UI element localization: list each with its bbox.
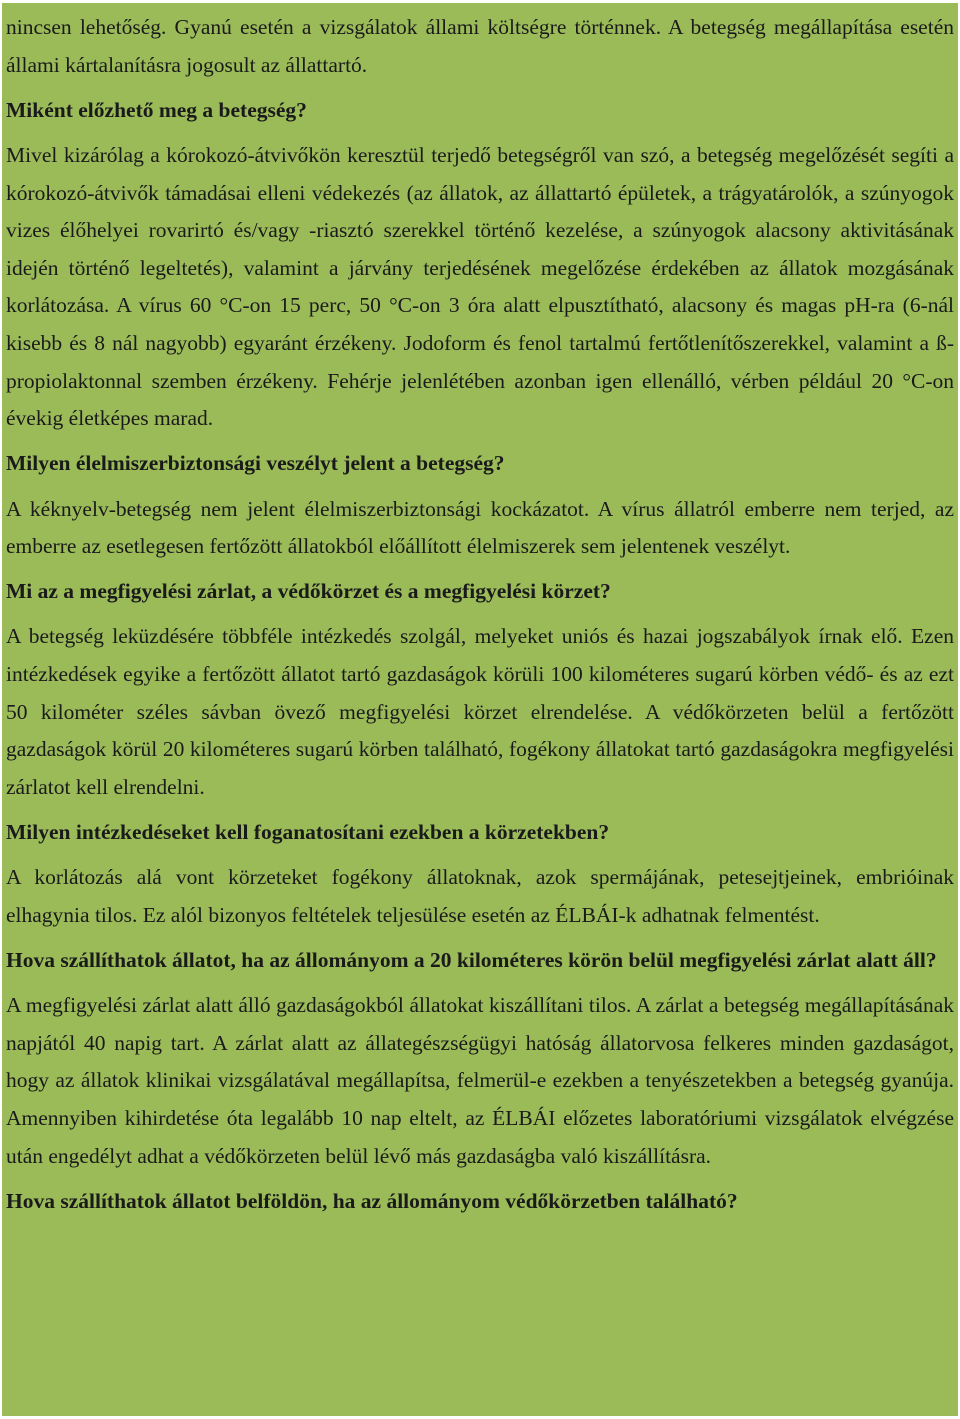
heading-prevention: Miként előzhető meg a betegség? — [6, 97, 307, 122]
paragraph-intro: nincsen lehetőség. Gyanú esetén a vizsgálatok állami költségre történnek. A betegség megállapítása esetén állami kártalanításra jogosult az állattartó. — [6, 15, 954, 77]
heading-food-safety: Milyen élelmiszerbiztonsági veszélyt jelent a betegség? — [6, 451, 505, 476]
document-page — [2, 3, 958, 1416]
heading-measures: Milyen intézkedéseket kell foganatosítani ezekben a körzetekben? — [6, 820, 610, 845]
paragraph-food-safety: A kéknyelv-betegség nem jelent élelmiszerbiztonsági kockázatot. A vírus állatról emberre nem terjed, az emberre az esetlegesen fertőzött állatokból előállított élelmiszerek sem jelentenek veszélyt. — [6, 496, 954, 559]
heading-transport-domestic: Hova szállíthatok állatot belföldön, ha az állományom védőkörzetben található? — [6, 1188, 738, 1213]
paragraph-measures: A korlátozás alá vont körzeteket fogékony állatoknak, azok spermájának, petesejtjeinek, embrióinak elhagynia tilos. Ez alól bizonyos feltételek teljesülése esetén az ÉLBÁI-k adhatnak felmentést. — [6, 865, 954, 927]
heading-transport-quarantine: Hova szállíthatok állatot, ha az állományom a 20 kilométeres körön belül megfigyelési zárlat alatt áll? — [6, 948, 937, 972]
heading-zones: Mi az a megfigyelési zárlat, a védőkörzet és a megfigyelési körzet? — [6, 579, 611, 604]
paragraph-prevention: Mivel kizárólag a kórokozó-átvivőkön keresztül terjedő betegségről van szó, a betegség megelőzését segíti a kórokozó-átvivők támadásai elleni védekezés (az állatok, az állattartó épületek, a trágyatárolók, a szúnyogok vizes élőhelyei rovarirtó és/vagy -riasztó szerekkel történő kezelése, a szúnyogok alacsony aktivitásának idején történő legeltetés), valamint a járvány terjedésének megelőzése érdekében az állatok mozgásának korlátozása. A vírus 60 °C-on 15 perc, 50 °C-on 3 óra alatt elpusztítható, alacsony és magas pH-ra (6-nál kisebb és 8 nál nagyobb) egyaránt érzékeny. Jodoform és fenol tartalmú fertőtlenítőszerekkel, valamint a ß-propiolaktonnal szemben érzékeny. Fehérje jelenlétében azonban igen ellenálló, vérben például 20 °C-on évekig életképes marad. — [6, 142, 954, 431]
paragraph-zones: A betegség leküzdésére többféle intézkedés szolgál, melyeket uniós és hazai jogszabályok írnak elő. Ezen intézkedések egyike a fertőzött állatot tartó gazdaságok körüli 100 kilométeres sugarú körben védő- és az ezt 50 kilométer széles sávban övező megfigyelési körzet elrendelése. A védőkörzeten belül a fertőzött gazdaságok körül 20 kilométeres sugarú körben található, fogékony állatokat tartó gazdaságokra megfigyelési zárlatot kell elrendelni. — [6, 624, 954, 799]
paragraph-transport-quarantine: A megfigyelési zárlat alatt álló gazdaságokból állatokat kiszállítani tilos. A zárlat a betegség megállapításának napjától 40 napig tart. A zárlat alatt az állategészségügyi hatóság állatorvosa felkeres minden gazdaságot, hogy az állatok klinikai vizsgálatával megállapítsa, felmerül-e ezekben a tenyészetekben a betegség gyanúja. Amennyiben kihirdetése óta legalább 10 nap eltelt, az ÉLBÁI előzetes laboratóriumi vizsgálatok elvégzése után engedélyt adhat a védőkörzeten belül lévő más gazdaságba való kiszállításra. — [6, 993, 954, 1168]
